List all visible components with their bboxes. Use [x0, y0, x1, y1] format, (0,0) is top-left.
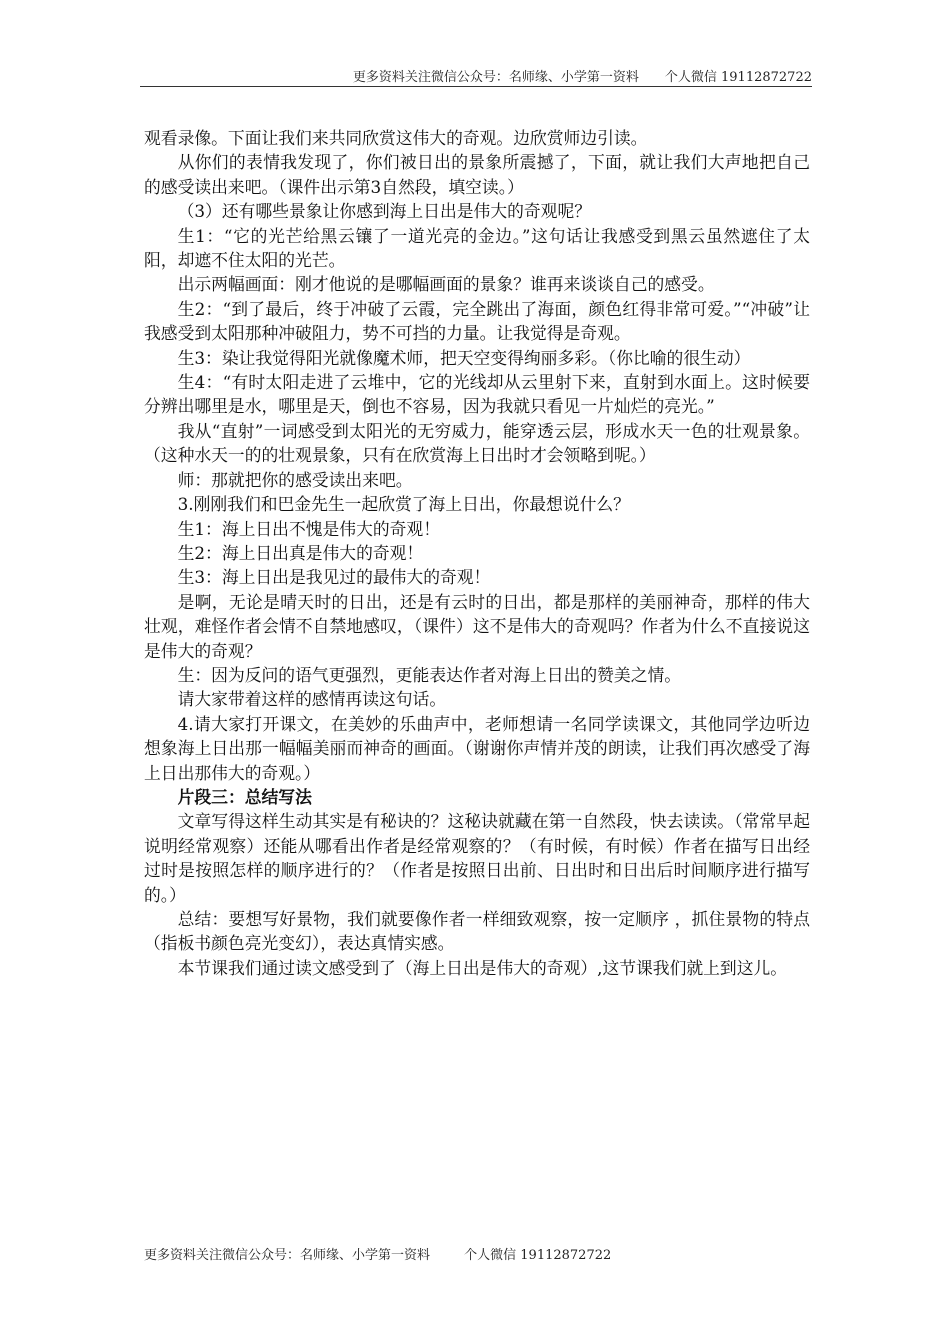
- paragraph: 4.请大家打开课文，在美妙的乐曲声中，老师想请一名同学读课文，其他同学边听边想象海上日出那一幅幅美丽而神奇的画面。（谢谢你声情并茂的朗读，让我们再次感受了海上日出那伟大的奇观。）: [144, 713, 810, 783]
- paragraph: 生1：海上日出不愧是伟大的奇观！: [177, 518, 440, 539]
- paragraph: 从你们的表情我发现了，你们被日出的景象所震撼了，下面，就让我们大声地把自己的感受读出来吧。（课件出示第3自然段，填空读。）: [144, 152, 810, 197]
- paragraph: 是啊，无论是晴天时的日出，还是有云时的日出，都是那样的美丽神奇，那样的伟大壮观，难怪作者会情不自禁地感叹，（课件）这不是伟大的奇观吗？作者为什么不直接说这是伟大的奇观？: [144, 591, 810, 661]
- paragraph: 总结：要想写好景物，我们就要像作者一样细致观察，按一定顺序 ，抓住景物的特点（指板书颜色亮光变幻），表达真情实感。: [144, 909, 810, 954]
- paragraph: 我从“直射”一词感受到太阳光的无穷威力，能穿透云层，形成水天一色的壮观景象。（这种水天一的的壮观景象，只有在欣赏海上日出时才会领略到呢。）: [144, 420, 810, 466]
- document-body: [144, 126, 810, 980]
- paragraph: （3）还有哪些景象让你感到海上日出是伟大的奇观呢？: [177, 201, 592, 222]
- header-divider: [140, 86, 812, 87]
- paragraph: 本节课我们通过读文感受到了（海上日出是伟大的奇观）,这节课我们就上到这儿。: [177, 957, 788, 978]
- paragraph: 生4：“有时太阳走进了云堆中，它的光线却从云里射下来，直射到水面上。这时候要分辨出哪里是水，哪里是天，倒也不容易，因为我就只看见一片灿烂的亮光。”: [144, 372, 810, 417]
- paragraph: 生2：海上日出真是伟大的奇观！: [177, 542, 424, 563]
- paragraph: 生3：染让我觉得阳光就像魔术师，把天空变得绚丽多彩。（你比喻的很生动）: [177, 347, 751, 368]
- section-heading: 片段三：总结写法: [177, 786, 312, 807]
- paragraph: 文章写得这样生动其实是有秘诀的？这秘诀就藏在第一自然段，快去读读。（常常早起 说明经常观察）还能从哪看出作者是经常观察的？（有时候，有时候）作者在描写日出经过时是按照怎样的顺序进行的？（作者是按照日出前、日出时和日出后时间顺序进行描写的。）: [144, 811, 810, 905]
- paragraph: 观看录像。下面让我们来共同欣赏这伟大的奇观。边欣赏师边引读。: [144, 128, 648, 148]
- paragraph: 生2：“到了最后，终于冲破了云霞，完全跳出了海面，颜色红得非常可爱。”“冲破”让我感受到太阳那种冲破阻力，势不可挡的力量。让我觉得是奇观。: [144, 298, 810, 344]
- paragraph: 3.刚刚我们和巴金先生一起欣赏了海上日出，你最想说什么？: [177, 494, 630, 515]
- paragraph: 生3：海上日出是我见过的最伟大的奇观！: [177, 567, 491, 588]
- footer-wechat: 个人微信 19112872722: [464, 1248, 612, 1263]
- paragraph: 师：那就把你的感受读出来吧。: [177, 469, 413, 490]
- footer-account: 更多资料关注微信公众号：名师缘、小学第一资料: [144, 1248, 431, 1263]
- paragraph: 生1：“它的光芒给黑云镶了一道光亮的金边。”这句话让我感受到黑云虽然遮住了太阳，却遮不住太阳的光芒。: [144, 225, 810, 271]
- paragraph: 出示两幅画面：刚才他说的是哪幅画面的景象？谁再来谈谈自己的感受。: [177, 274, 715, 295]
- page-header: 更多资料关注微信公众号：名师缘、小学第一资料 个人微信 19112872722: [352, 70, 812, 85]
- paragraph: 请大家带着这样的感情再读这句话。: [177, 689, 447, 710]
- page-footer: [144, 1244, 641, 1263]
- paragraph: 生：因为反问的语气更强烈，更能表达作者对海上日出的赞美之情。: [177, 664, 682, 685]
